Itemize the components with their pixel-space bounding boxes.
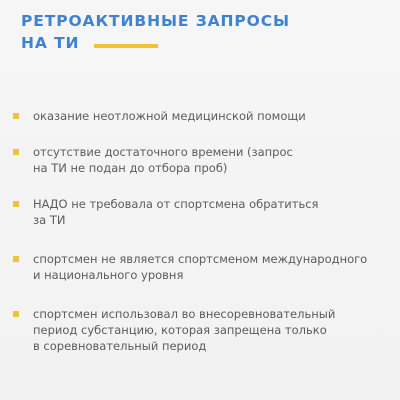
list-item-text bbox=[33, 144, 393, 176]
list-item-text bbox=[33, 306, 393, 354]
list-item-line: период субстанцию, которая запрещена только bbox=[33, 323, 327, 337]
slide-title-line-2: НА ТИ bbox=[21, 34, 80, 52]
square-bullet-icon bbox=[13, 113, 19, 119]
list-item-line: на ТИ не подан до отбора проб) bbox=[33, 161, 228, 175]
list-item-line: спортсмен использовал во внесоревновательный bbox=[33, 307, 336, 321]
square-bullet-icon bbox=[13, 256, 19, 262]
list-item-text bbox=[33, 251, 393, 283]
slide-title-line-1: РЕТРОАКТИВНЫЕ ЗАПРОСЫ bbox=[21, 12, 290, 30]
square-bullet-icon bbox=[13, 149, 19, 155]
list-item-line: за ТИ bbox=[33, 213, 66, 227]
list-item-line: отсутствие достаточного времени (запрос bbox=[33, 145, 293, 159]
square-bullet-icon bbox=[13, 201, 19, 207]
title-accent-bar bbox=[94, 44, 158, 48]
list-item-line: спортсмен не является спортсменом международного bbox=[33, 252, 368, 266]
list-item-text bbox=[33, 196, 393, 228]
square-bullet-icon bbox=[13, 311, 19, 317]
list-item-text bbox=[33, 108, 393, 124]
list-item-line: в соревновательный период bbox=[33, 339, 207, 353]
list-item-line: оказание неотложной медицинской помощи bbox=[33, 109, 306, 123]
list-item-line: и национального уровня bbox=[33, 268, 184, 282]
list-item-line: НАДО не требовала от спортсмена обратиться bbox=[33, 197, 319, 211]
